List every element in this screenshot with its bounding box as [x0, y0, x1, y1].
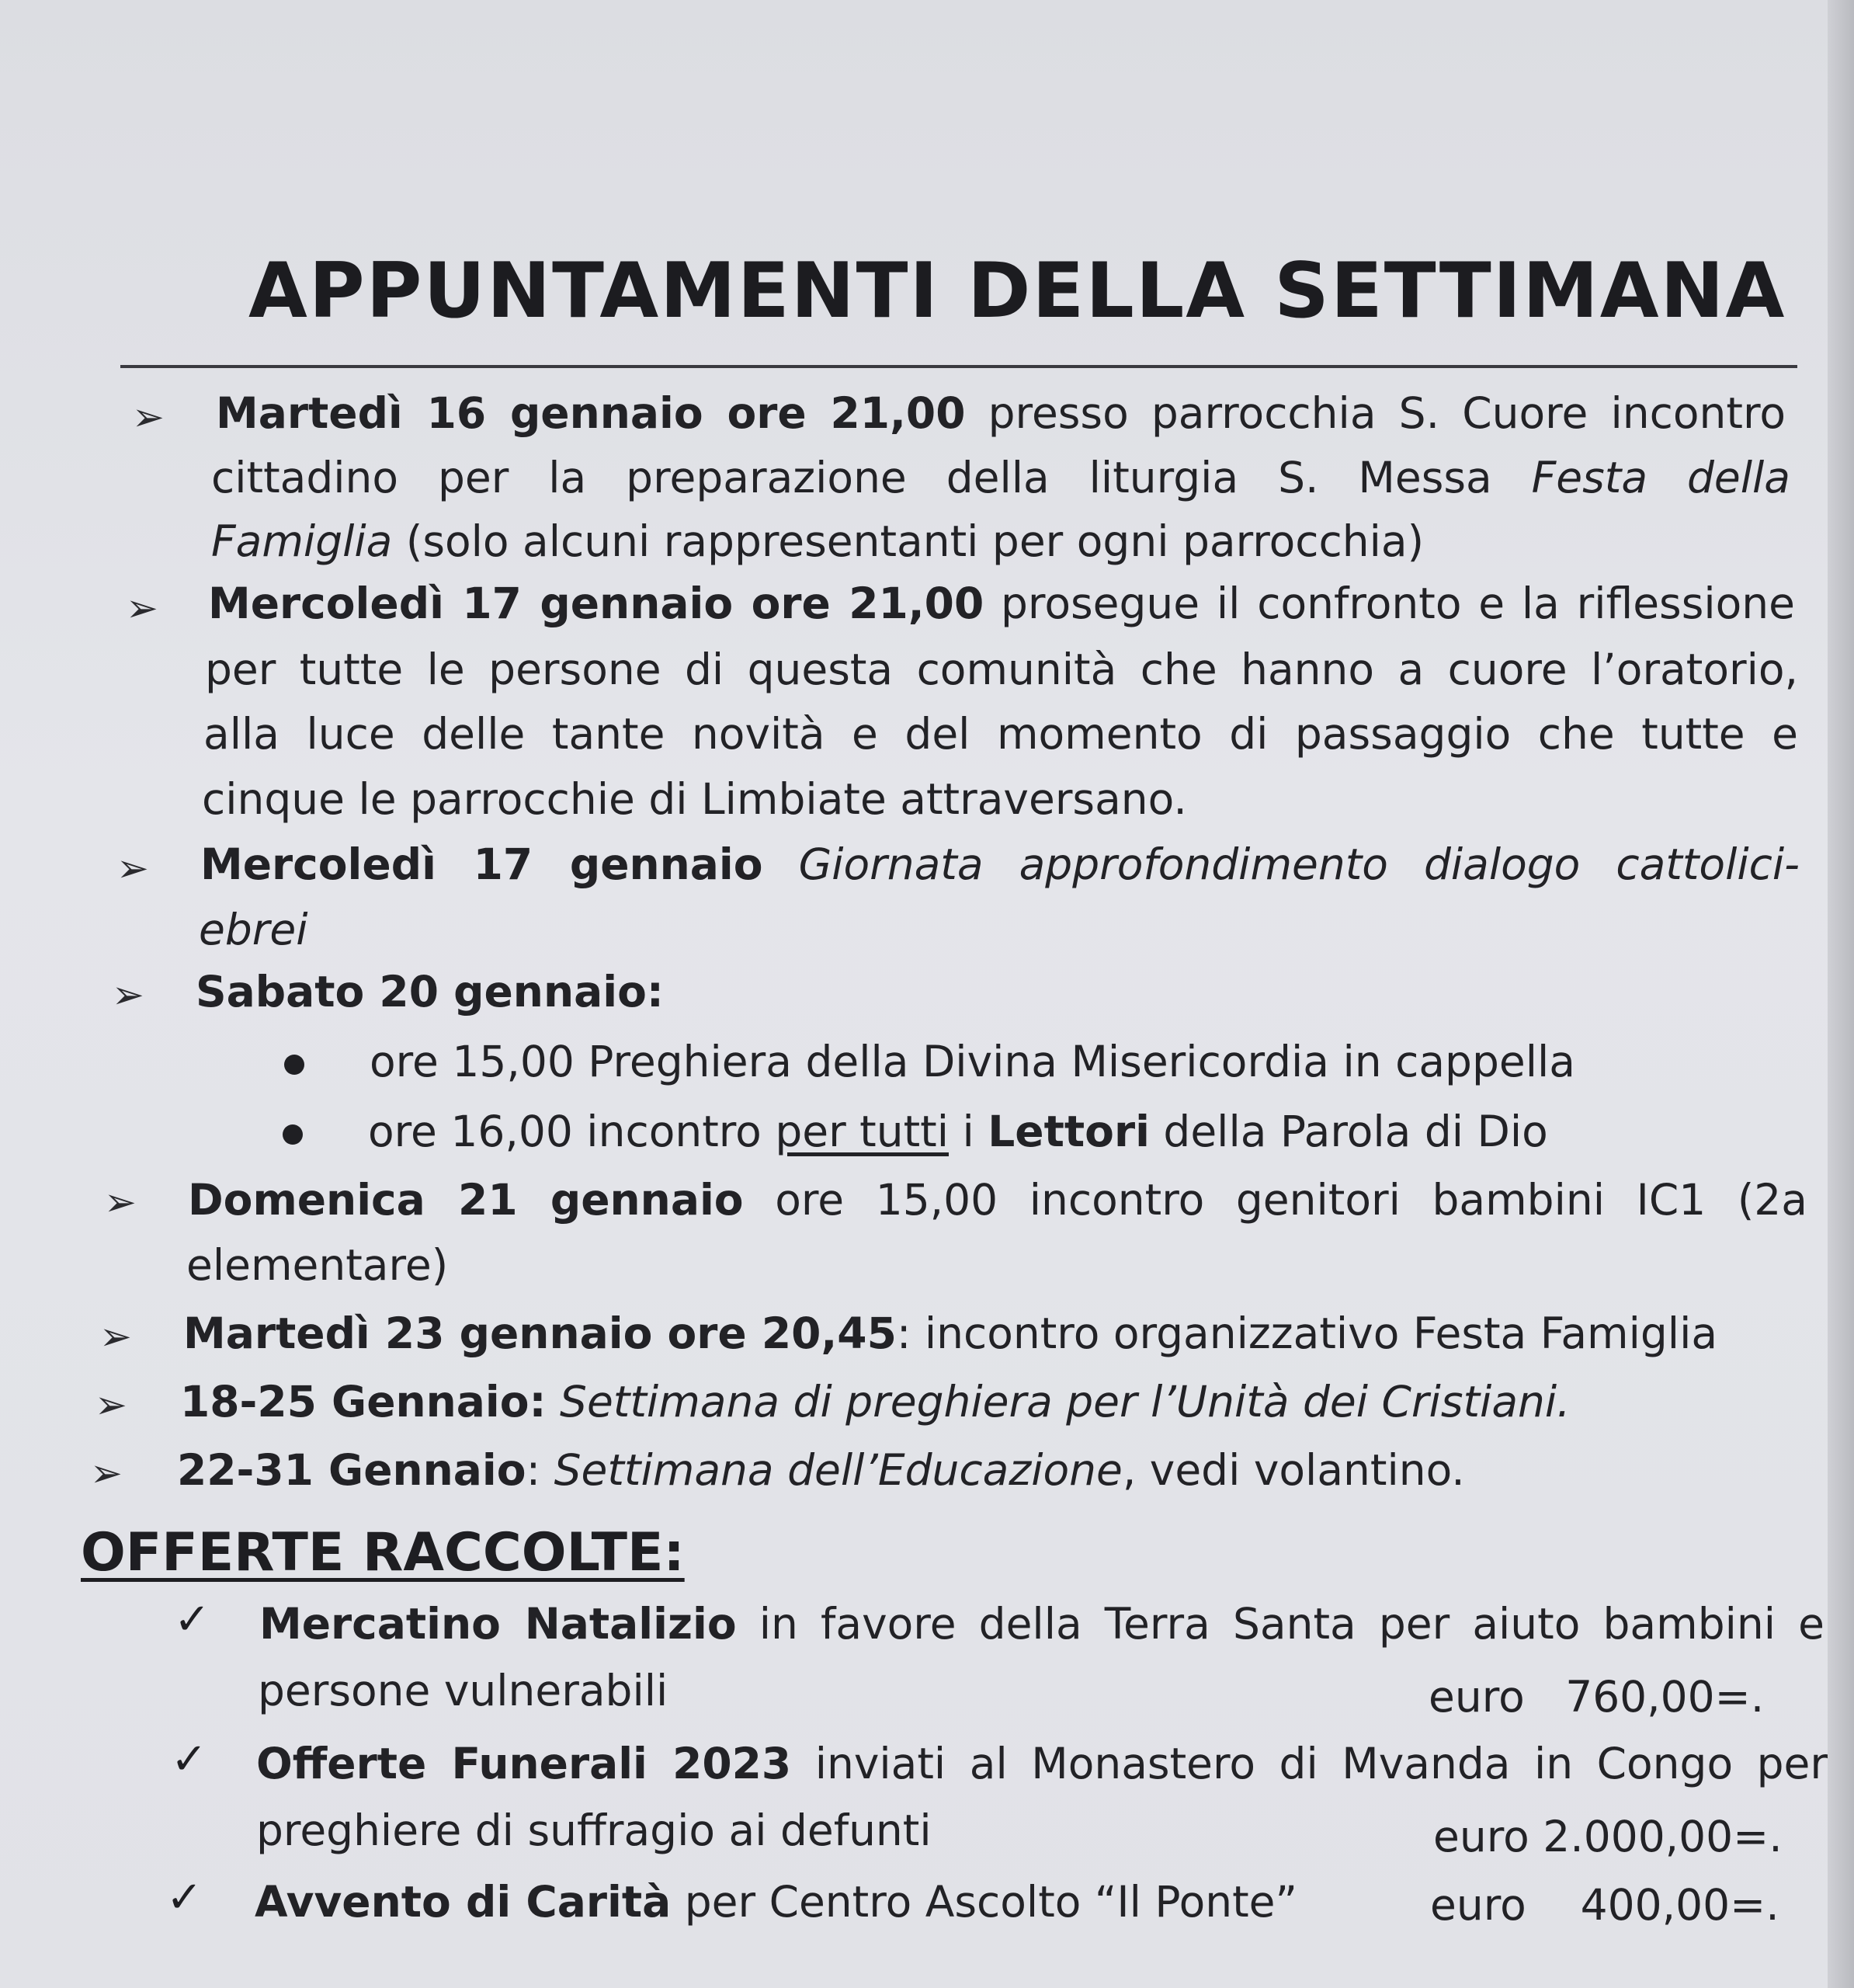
- event-2-line-4: cinque le parrocchie di Limbiate attraversano.: [202, 774, 1187, 824]
- title-divider: [120, 365, 1797, 368]
- offerta-2-line-1: [256, 1739, 1828, 1788]
- event-8-text: :: [526, 1445, 554, 1495]
- paper-edge: [1828, 0, 1854, 1988]
- event-3-line-2: [199, 905, 308, 954]
- offerta-1-line-2: persone vulnerabili: [258, 1666, 668, 1715]
- event-7-italic: Settimana di preghiera per l’Unità dei Cristiani.: [546, 1377, 1571, 1427]
- offerta-1-title: Mercatino Natalizio: [259, 1599, 737, 1649]
- dot-bullet-icon: [283, 1124, 303, 1145]
- dot-bullet-icon: [284, 1055, 304, 1075]
- offerta-2-title: Offerte Funerali 2023: [256, 1739, 792, 1788]
- check-icon: ✓: [174, 1594, 210, 1645]
- offerta-3-text: per Centro Ascolto “Il Ponte”: [671, 1877, 1297, 1927]
- event-8-date: 22-31 Gennaio: [177, 1445, 526, 1495]
- arrow-bullet-icon: ➢: [90, 1451, 123, 1496]
- event-1-line-2: [211, 453, 1790, 502]
- event-3-line-1: [200, 839, 1800, 889]
- offerta-1-amount: euro 760,00=.: [1429, 1672, 1765, 1722]
- event-2-date: Mercoledì 17 gennaio ore 21,00: [208, 579, 984, 628]
- event-6-line-1: [183, 1309, 1718, 1358]
- event-8-line-1: [177, 1445, 1465, 1495]
- event-2-text: prosegue il confronto e la riflessione: [984, 579, 1795, 628]
- event-4-date: Sabato 20 gennaio:: [196, 967, 664, 1017]
- offerta-2-line-2: preghiere di suffragio ai defunti: [256, 1806, 932, 1855]
- event-2-line-3: alla luce delle tante novità e del momento di passaggio che tutte e: [203, 709, 1798, 759]
- offerta-3-line-1: [255, 1877, 1297, 1927]
- event-1-text: presso parrocchia S. Cuore incontro: [965, 388, 1786, 438]
- offerta-3-amount: euro 400,00=.: [1430, 1880, 1779, 1930]
- offerte-title: OFFERTE RACCOLTE:: [81, 1522, 685, 1583]
- arrow-bullet-icon: ➢: [95, 1382, 127, 1427]
- event-4-sub-2-text-2: i: [949, 1107, 988, 1156]
- event-1-text-3: (solo alcuni rappresentanti per ogni parrocchia): [392, 516, 1425, 566]
- event-1-italic: Festa della: [1531, 453, 1790, 502]
- event-3-italic-2: ebrei: [199, 905, 308, 954]
- offerta-2-text: inviati al Monastero di Mvanda in Congo per: [791, 1739, 1828, 1788]
- event-6-date: Martedì 23 gennaio ore 20,45: [183, 1309, 897, 1358]
- event-4-sub-2-text-3: della Parola di Dio: [1149, 1107, 1548, 1156]
- event-5-text: ore 15,00 incontro genitori bambini IC1 (2a: [743, 1175, 1807, 1225]
- event-4-line-1: [196, 967, 664, 1017]
- event-4-underlined: per tutti: [775, 1107, 949, 1156]
- event-1-date: Martedì 16 gennaio ore 21,00: [216, 388, 966, 438]
- event-1-line-1: [216, 388, 1786, 438]
- event-7-line-1: [180, 1377, 1571, 1427]
- event-2-line-2: per tutte le persone di questa comunità che hanno a cuore l’oratorio,: [205, 645, 1798, 694]
- check-icon: ✓: [166, 1872, 203, 1923]
- event-1-text-2: cittadino per la preparazione della liturgia S. Messa: [211, 453, 1532, 502]
- event-5-line-1: [188, 1175, 1807, 1225]
- offerta-1-text: in favore della Terra Santa per aiuto bambini e: [736, 1599, 1824, 1649]
- arrow-bullet-icon: ➢: [104, 1180, 137, 1225]
- arrow-bullet-icon: ➢: [132, 394, 165, 440]
- event-4-sub-1: ore 15,00 Preghiera della Divina Misericordia in cappella: [370, 1037, 1575, 1086]
- event-2-line-1: [208, 579, 1795, 628]
- event-4-sub-2-text: ore 16,00 incontro: [368, 1107, 776, 1156]
- check-icon: ✓: [171, 1734, 207, 1785]
- event-8-italic: Settimana dell’Educazione: [554, 1445, 1123, 1495]
- event-1-italic-2: Famiglia: [211, 516, 393, 566]
- offerta-3-title: Avvento di Carità: [255, 1877, 672, 1927]
- event-1-line-3: [211, 516, 1425, 566]
- arrow-bullet-icon: ➢: [99, 1314, 132, 1359]
- event-6-text: : incontro organizzativo Festa Famiglia: [896, 1309, 1718, 1358]
- page-title: APPUNTAMENTI DELLA SETTIMANA: [248, 247, 1786, 335]
- offerta-1-line-1: [259, 1599, 1824, 1649]
- event-4-sub-2: [368, 1107, 1548, 1156]
- event-5-line-2: elementare): [186, 1240, 449, 1290]
- arrow-bullet-icon: ➢: [112, 972, 144, 1017]
- event-8-text-2: , vedi volantino.: [1122, 1445, 1465, 1495]
- event-3-italic: Giornata approfondimento dialogo cattolici-: [762, 839, 1800, 889]
- offerta-2-amount: euro 2.000,00=.: [1433, 1812, 1783, 1861]
- event-7-date: 18-25 Gennaio:: [180, 1377, 547, 1427]
- event-4-lettori: Lettori: [988, 1107, 1150, 1156]
- event-5-date: Domenica 21 gennaio: [188, 1175, 744, 1225]
- arrow-bullet-icon: ➢: [116, 846, 149, 891]
- event-3-date: Mercoledì 17 gennaio: [200, 839, 763, 889]
- arrow-bullet-icon: ➢: [126, 586, 158, 631]
